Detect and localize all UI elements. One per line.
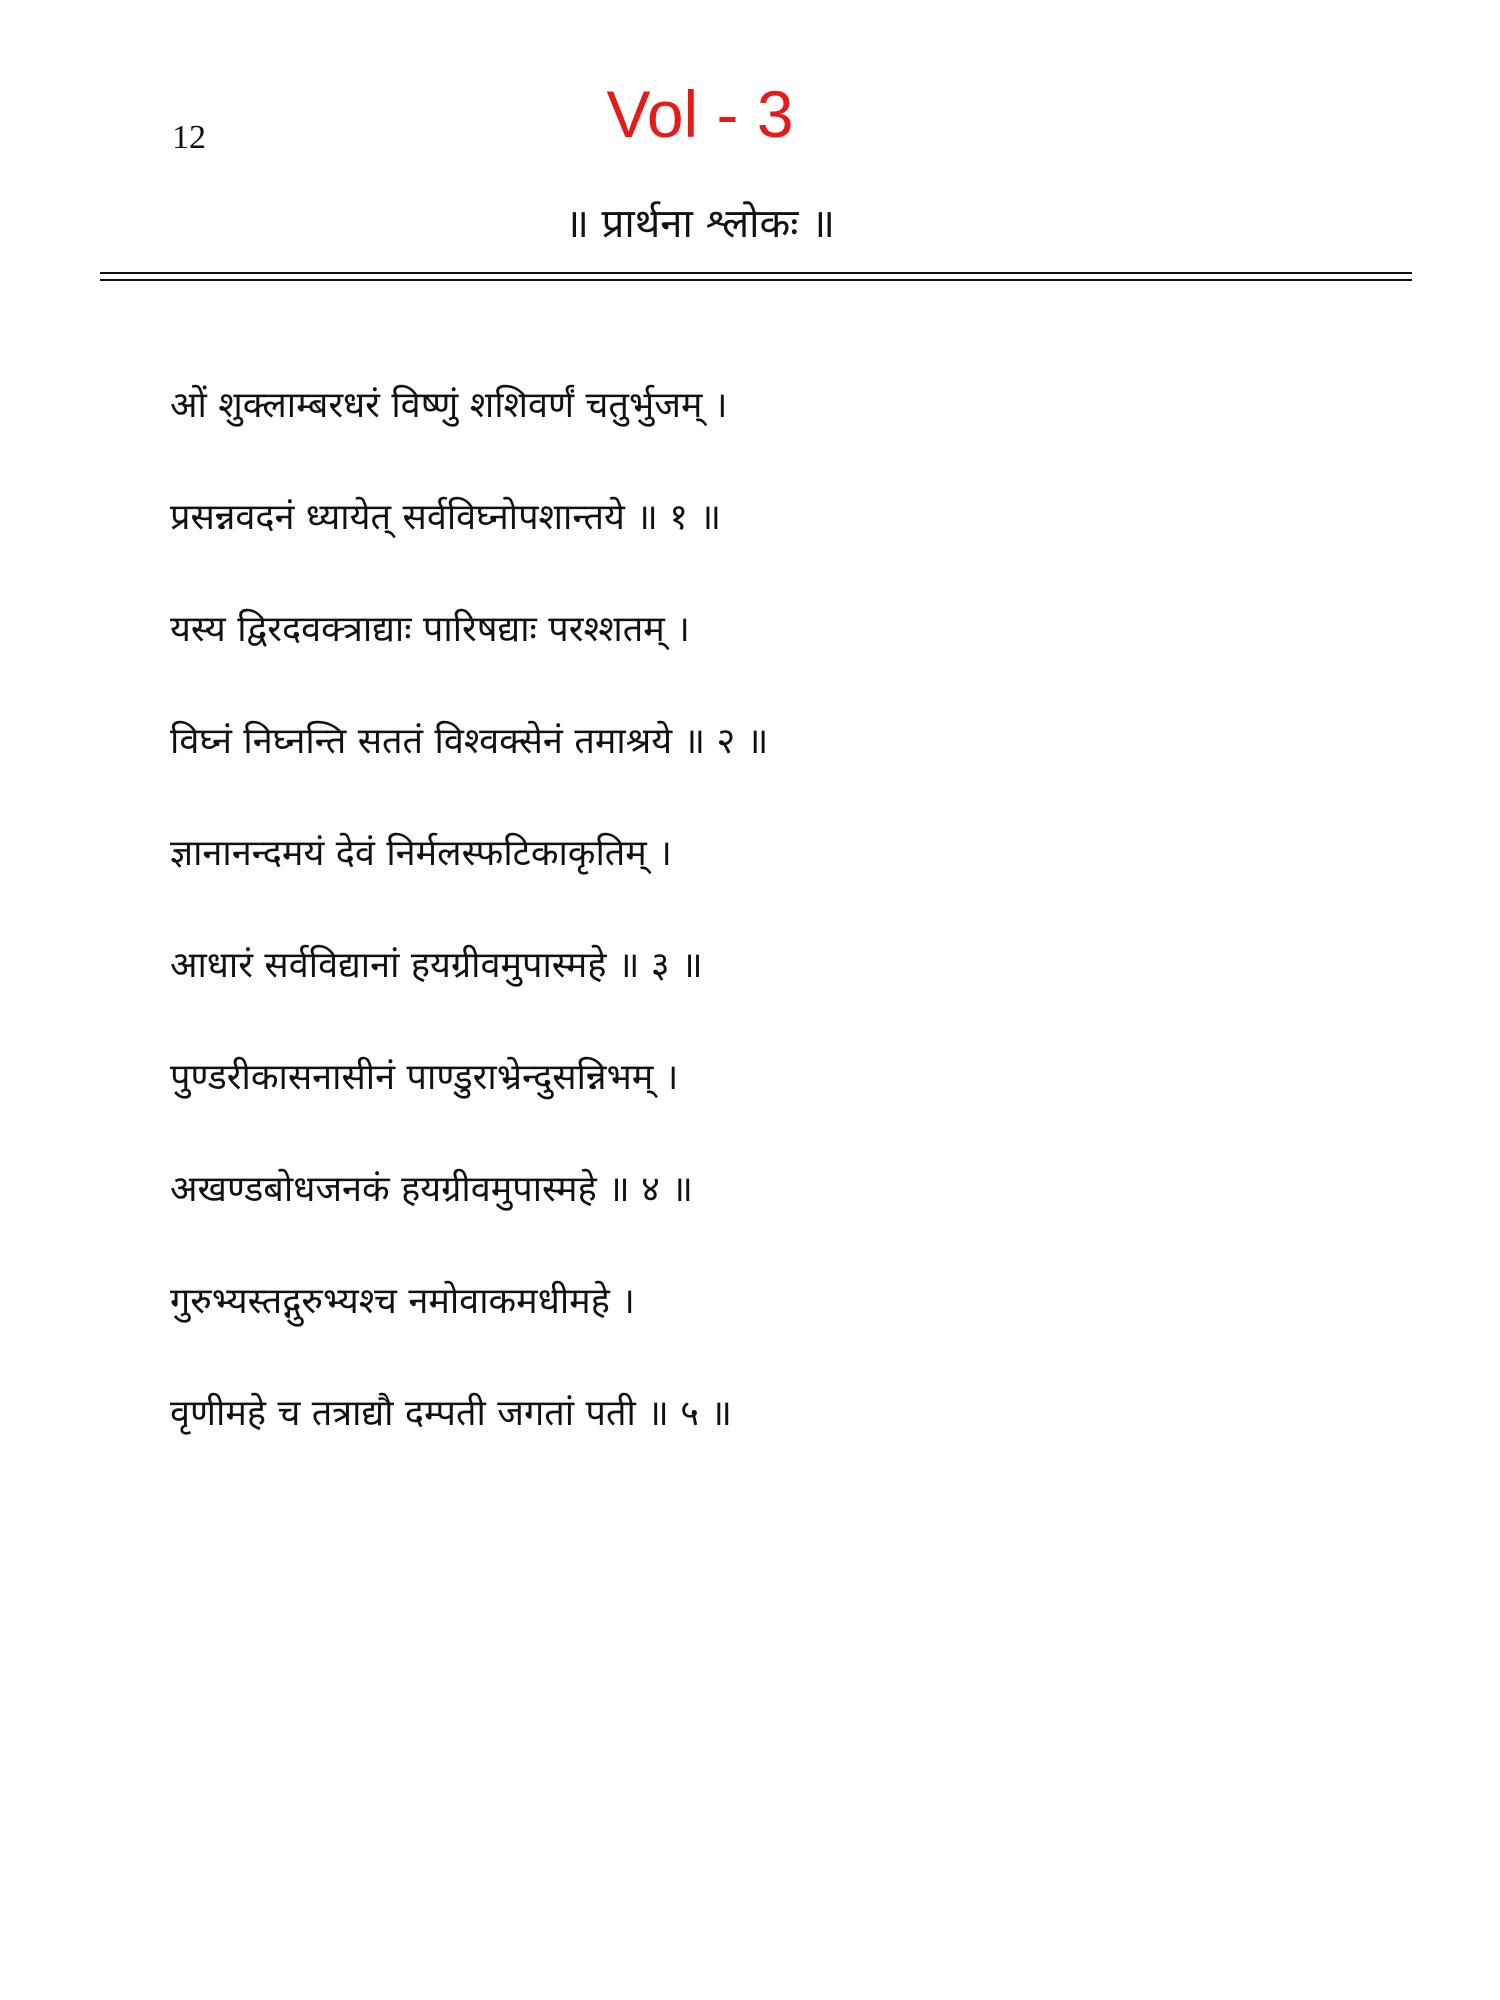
verse-list bbox=[170, 380, 1270, 1440]
verse-4 bbox=[170, 1052, 1270, 1216]
verse-line: प्रसन्नवदनं ध्यायेत् सर्वविघ्नोपशान्तये ॥ १ ॥ bbox=[170, 497, 722, 538]
verse-line: ज्ञानानन्दमयं देवं निर्मलस्फटिकाकृतिम् । bbox=[170, 833, 672, 874]
verse-line: गुरुभ्यस्तद्गुरुभ्यश्च नमोवाकमधीमहे । bbox=[170, 1281, 635, 1322]
verse-5 bbox=[170, 1276, 1270, 1440]
page-title: ॥ प्रार्थना श्लोकः ॥ bbox=[564, 201, 836, 247]
title-rule-top bbox=[100, 272, 1412, 274]
volume-label: Vol - 3 bbox=[606, 77, 794, 151]
verse-line: यस्य द्विरदवक्त्राद्याः पारिषद्याः परश्शतम् । bbox=[170, 609, 690, 650]
verse-1 bbox=[170, 380, 1270, 544]
verse-line: आधारं सर्वविद्यानां हयग्रीवमुपास्महे ॥ ३ ॥ bbox=[170, 945, 703, 986]
page-number: 12 bbox=[172, 119, 206, 156]
verse-line: ओं शुक्लाम्बरधरं विष्णुं शशिवर्णं चतुर्भुजम् । bbox=[170, 385, 728, 426]
verse-line: विघ्नं निघ्नन्ति सततं विश्वक्सेनं तमाश्रये ॥ २ ॥ bbox=[170, 721, 769, 762]
verse-2 bbox=[170, 604, 1270, 768]
verse-line: वृणीमहे च तत्राद्यौ दम्पती जगतां पती ॥ ५ ॥ bbox=[170, 1393, 732, 1434]
title-rule-bottom bbox=[100, 279, 1412, 281]
verse-line: अखण्डबोधजनकं हयग्रीवमुपास्महे ॥ ४ ॥ bbox=[170, 1169, 693, 1210]
verse-line: पुण्डरीकासनासीनं पाण्डुराभ्रेन्दुसन्निभम् । bbox=[170, 1057, 679, 1098]
verse-3 bbox=[170, 828, 1270, 992]
